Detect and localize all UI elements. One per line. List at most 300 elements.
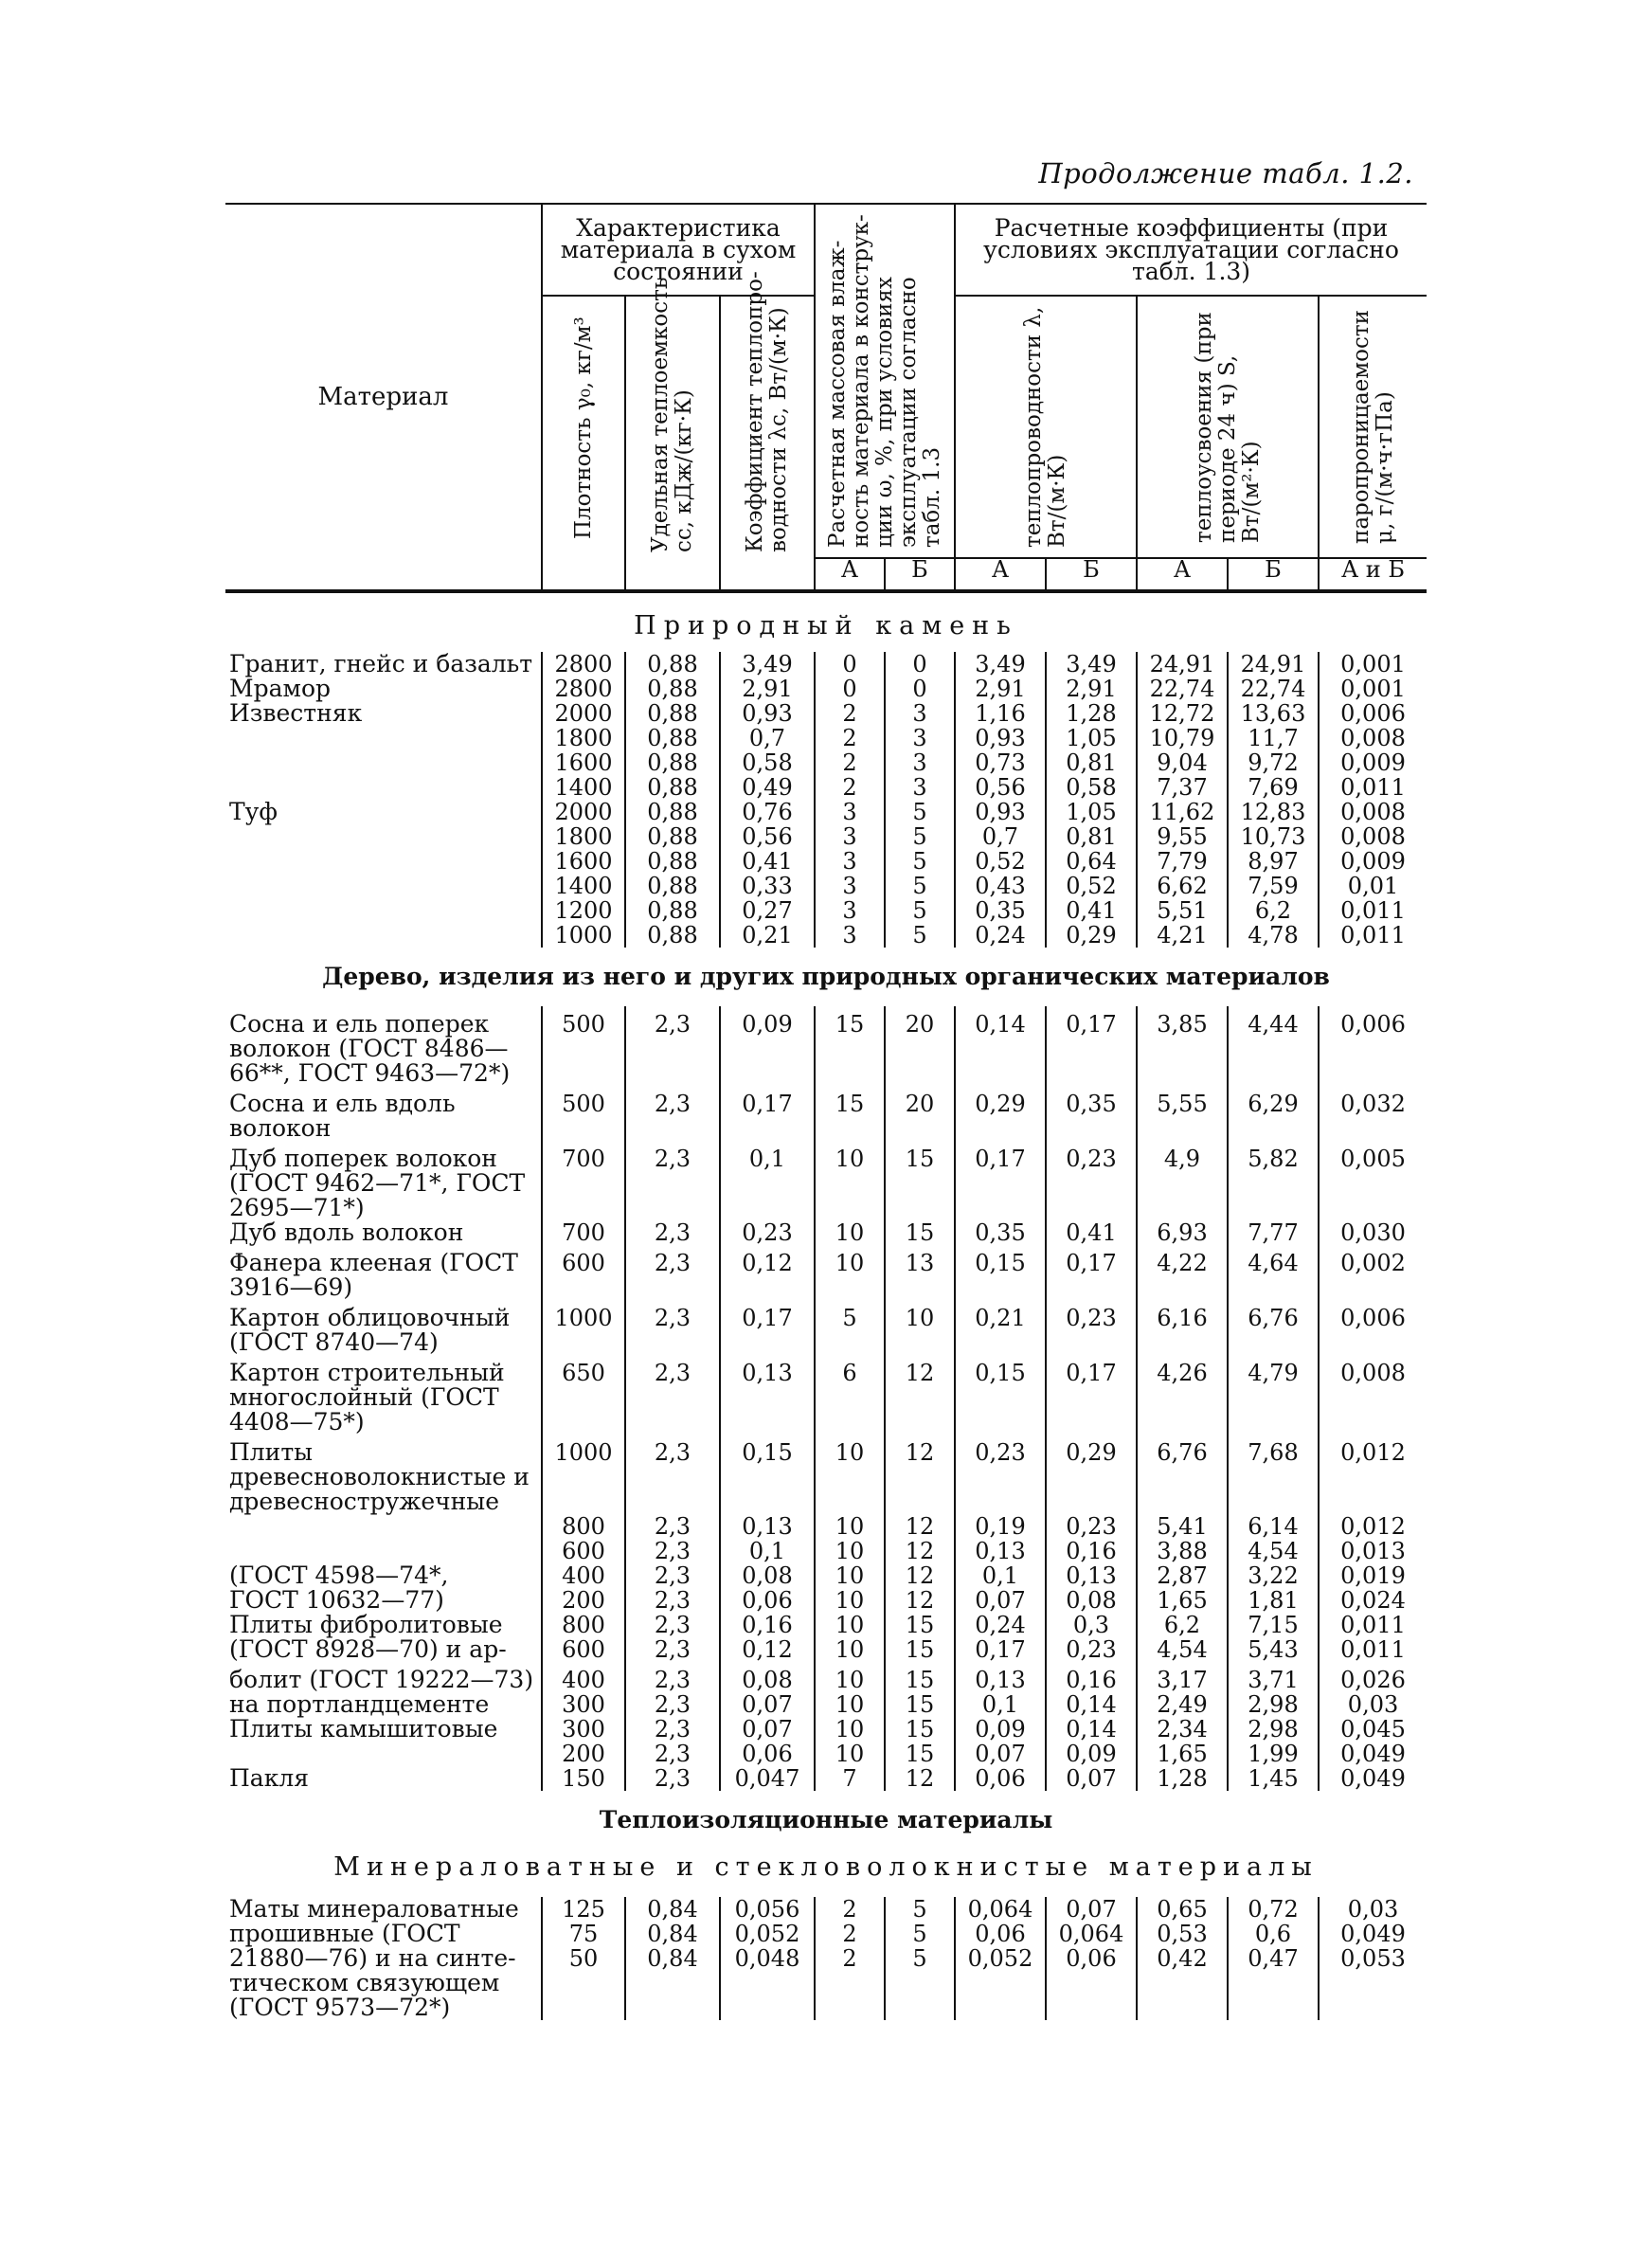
material-cell: Гранит, гнейс и базальт — [229, 650, 533, 677]
value-cell: 0,01 — [1319, 874, 1427, 898]
value-cell: 24,91 — [1137, 652, 1228, 677]
value-cell: 10,79 — [1137, 726, 1228, 750]
value-cell: 300 — [542, 1692, 625, 1717]
value-cell: 2,87 — [1137, 1563, 1228, 1588]
value-cell: 0,008 — [1319, 1355, 1427, 1435]
value-cell: 7 — [815, 1766, 885, 1791]
value-cell: 0,88 — [625, 874, 720, 898]
table-row — [225, 1897, 1427, 1922]
material-cell: Дуб поперек волокон (ГОСТ 9462—71*, ГОСТ 2695—71*) — [229, 1145, 526, 1221]
value-cell: 0,73 — [955, 750, 1046, 775]
value-cell: 1,65 — [1137, 1742, 1228, 1766]
value-cell: 5 — [885, 849, 955, 874]
value-cell: 0,14 — [955, 1006, 1046, 1086]
section-title-row — [225, 948, 1427, 1006]
value-cell: 0,6 — [1228, 1922, 1319, 1946]
value-cell: 6,14 — [1228, 1514, 1319, 1539]
value-cell: 2,3 — [625, 1613, 720, 1637]
value-cell: 0,42 — [1137, 1946, 1228, 1971]
value-cell: 1200 — [542, 898, 625, 923]
value-cell: 6,2 — [1137, 1613, 1228, 1637]
value-cell: 10 — [815, 1717, 885, 1742]
section-title: Теплоизоляционные материалы — [599, 1806, 1053, 1833]
table-row — [225, 1766, 1427, 1791]
value-cell: 0,13 — [1046, 1563, 1137, 1588]
table-header — [225, 204, 1427, 591]
material-cell — [225, 750, 542, 775]
value-cell: 0,23 — [1046, 1300, 1137, 1355]
value-cell: 7,59 — [1228, 874, 1319, 898]
value-cell: 5,43 — [1228, 1637, 1319, 1662]
material-cell: тическом связующем — [229, 1969, 500, 1996]
value-cell: 0,011 — [1319, 775, 1427, 800]
value-cell: 0,032 — [1319, 1086, 1427, 1141]
value-cell: 1,28 — [1137, 1766, 1228, 1791]
value-cell — [1046, 1995, 1137, 2020]
value-cell: 0,16 — [720, 1613, 815, 1637]
table-row — [225, 923, 1427, 948]
value-cell: 0,012 — [1319, 1435, 1427, 1514]
value-cell — [955, 1971, 1046, 1995]
value-cell — [720, 1971, 815, 1995]
header-material: Материал — [225, 204, 542, 591]
section-subtitle-row — [225, 1850, 1427, 1897]
value-cell: 0,07 — [1046, 1897, 1137, 1922]
value-cell: 1,05 — [1046, 726, 1137, 750]
value-cell: 0,15 — [955, 1245, 1046, 1300]
value-cell: 0,024 — [1319, 1588, 1427, 1613]
value-cell: 3 — [885, 775, 955, 800]
table-row — [225, 726, 1427, 750]
value-cell: 3,85 — [1137, 1006, 1228, 1086]
value-cell: 0,009 — [1319, 750, 1427, 775]
table-row — [225, 1946, 1427, 1971]
value-cell: 0,006 — [1319, 701, 1427, 726]
table-row — [225, 874, 1427, 898]
value-cell: 2 — [815, 775, 885, 800]
material-cell: Картон облицовочный (ГОСТ 8740—74) — [229, 1304, 511, 1356]
value-cell: 2,3 — [625, 1717, 720, 1742]
value-cell: 12 — [885, 1355, 955, 1435]
value-cell: 0,011 — [1319, 898, 1427, 923]
value-cell: 2,34 — [1137, 1717, 1228, 1742]
header-density: Плотность γ₀, кг/м³ — [542, 296, 625, 558]
value-cell: 10 — [815, 1662, 885, 1692]
value-cell: 4,22 — [1137, 1245, 1228, 1300]
value-cell: 0,06 — [1046, 1946, 1137, 1971]
value-cell: 5 — [885, 923, 955, 948]
value-cell: 4,21 — [1137, 923, 1228, 948]
value-cell: 5,82 — [1228, 1141, 1319, 1220]
value-cell: 125 — [542, 1897, 625, 1922]
value-cell: 0,008 — [1319, 800, 1427, 824]
value-cell: 500 — [542, 1006, 625, 1086]
value-cell: 1800 — [542, 824, 625, 849]
value-cell: 9,72 — [1228, 750, 1319, 775]
value-cell: 0,35 — [955, 898, 1046, 923]
value-cell: 4,54 — [1137, 1637, 1228, 1662]
value-cell: 0,76 — [720, 800, 815, 824]
value-cell: 11,7 — [1228, 726, 1319, 750]
value-cell: 800 — [542, 1514, 625, 1539]
value-cell: 12 — [885, 1435, 955, 1514]
value-cell: 2,3 — [625, 1435, 720, 1514]
value-cell: 1,99 — [1228, 1742, 1319, 1766]
value-cell: 300 — [542, 1717, 625, 1742]
table-row — [225, 1742, 1427, 1766]
value-cell: 3 — [885, 750, 955, 775]
value-cell: 0,011 — [1319, 1637, 1427, 1662]
value-cell: 0,052 — [955, 1946, 1046, 1971]
value-cell: 0,56 — [955, 775, 1046, 800]
value-cell: 0,29 — [955, 1086, 1046, 1141]
value-cell: 15 — [885, 1637, 955, 1662]
value-cell: 10 — [815, 1539, 885, 1563]
value-cell: 5 — [885, 1946, 955, 1971]
value-cell — [542, 1971, 625, 1995]
value-cell: 5,51 — [1137, 898, 1228, 923]
value-cell: 0,07 — [955, 1588, 1046, 1613]
value-cell: 0,88 — [625, 898, 720, 923]
value-cell: 15 — [885, 1141, 955, 1220]
value-cell: 0,08 — [720, 1662, 815, 1692]
value-cell: 12 — [885, 1514, 955, 1539]
value-cell: 6,93 — [1137, 1220, 1228, 1245]
value-cell: 0,35 — [1046, 1086, 1137, 1141]
value-cell: 0,23 — [1046, 1514, 1137, 1539]
value-cell: 22,74 — [1228, 677, 1319, 701]
value-cell: 500 — [542, 1086, 625, 1141]
value-cell: 6,76 — [1228, 1300, 1319, 1355]
value-cell: 0,056 — [720, 1897, 815, 1922]
header-heat-absorption: теплоусвоения (при периоде 24 ч) S, Вт/(м²·К) — [1137, 296, 1319, 558]
material-cell — [225, 1742, 542, 1766]
value-cell: 5 — [885, 824, 955, 849]
value-cell: 2800 — [542, 677, 625, 701]
table-row — [225, 1613, 1427, 1637]
value-cell: 15 — [885, 1742, 955, 1766]
value-cell: 0,88 — [625, 701, 720, 726]
material-cell: (ГОСТ 9573—72*) — [229, 1994, 451, 2021]
value-cell: 0,24 — [955, 923, 1046, 948]
value-cell: 2,3 — [625, 1245, 720, 1300]
value-cell: 0,08 — [1046, 1588, 1137, 1613]
value-cell — [1319, 1971, 1427, 1995]
value-cell: 0,009 — [1319, 849, 1427, 874]
header-blank — [720, 558, 815, 591]
value-cell: 24,91 — [1228, 652, 1319, 677]
material-cell: Пакля — [229, 1764, 309, 1792]
header-sub-a: А — [815, 558, 885, 591]
value-cell: 15 — [885, 1662, 955, 1692]
header-blank — [542, 558, 625, 591]
value-cell: 4,44 — [1228, 1006, 1319, 1086]
value-cell: 12 — [885, 1539, 955, 1563]
value-cell: 0,16 — [1046, 1539, 1137, 1563]
material-cell — [225, 1514, 542, 1539]
table-row — [225, 677, 1427, 701]
material-cell: на портландцементе — [229, 1690, 490, 1718]
value-cell: 0,045 — [1319, 1717, 1427, 1742]
material-cell: Дуб вдоль волокон — [229, 1219, 464, 1246]
value-cell: 7,37 — [1137, 775, 1228, 800]
value-cell: 0,88 — [625, 923, 720, 948]
value-cell: 6,62 — [1137, 874, 1228, 898]
value-cell: 0,047 — [720, 1766, 815, 1791]
section-title: Природный камень — [634, 611, 1018, 641]
table-row — [225, 824, 1427, 849]
value-cell: 1,05 — [1046, 800, 1137, 824]
material-cell: Маты минераловатные — [229, 1895, 519, 1923]
material-cell: Картон строительный многослойный (ГОСТ 4408—75*) — [229, 1359, 505, 1435]
value-cell — [625, 1971, 720, 1995]
value-cell: 0,35 — [955, 1220, 1046, 1245]
value-cell: 10,73 — [1228, 824, 1319, 849]
value-cell — [720, 1995, 815, 2020]
value-cell: 3,49 — [1046, 652, 1137, 677]
value-cell: 2,3 — [625, 1662, 720, 1692]
material-cell — [225, 775, 542, 800]
value-cell — [1228, 1971, 1319, 1995]
value-cell: 3,49 — [955, 652, 1046, 677]
table-row — [225, 1539, 1427, 1563]
value-cell: 0,07 — [1046, 1766, 1137, 1791]
value-cell: 0,005 — [1319, 1141, 1427, 1220]
material-cell — [225, 1539, 542, 1563]
value-cell: 2 — [815, 1897, 885, 1922]
value-cell: 5 — [885, 800, 955, 824]
value-cell: 10 — [815, 1245, 885, 1300]
material-cell: Плиты фибролитовые — [229, 1611, 503, 1638]
value-cell: 0,88 — [625, 726, 720, 750]
table-row — [225, 1355, 1427, 1435]
value-cell — [815, 1995, 885, 2020]
value-cell: 0,16 — [1046, 1662, 1137, 1692]
value-cell — [1137, 1971, 1228, 1995]
value-cell: 4,78 — [1228, 923, 1319, 948]
value-cell — [1228, 1995, 1319, 2020]
value-cell: 22,74 — [1137, 677, 1228, 701]
value-cell: 0,17 — [1046, 1006, 1137, 1086]
value-cell: 2,91 — [1046, 677, 1137, 701]
value-cell: 3,71 — [1228, 1662, 1319, 1692]
value-cell: 2 — [815, 1946, 885, 1971]
value-cell: 0,23 — [1046, 1141, 1137, 1220]
value-cell: 20 — [885, 1006, 955, 1086]
continuation-note: Продолжение табл. 1.2. — [1038, 157, 1413, 190]
material-cell — [225, 849, 542, 874]
value-cell: 13,63 — [1228, 701, 1319, 726]
table-row — [225, 1563, 1427, 1588]
value-cell: 15 — [885, 1717, 955, 1742]
value-cell: 0,14 — [1046, 1717, 1137, 1742]
value-cell: 5 — [885, 1922, 955, 1946]
value-cell: 2,3 — [625, 1220, 720, 1245]
value-cell: 3 — [815, 824, 885, 849]
value-cell: 0,13 — [720, 1355, 815, 1435]
value-cell: 2,3 — [625, 1300, 720, 1355]
value-cell: 1,65 — [1137, 1588, 1228, 1613]
value-cell: 3 — [815, 800, 885, 824]
value-cell: 0,07 — [720, 1717, 815, 1742]
table-row — [225, 750, 1427, 775]
material-cell: Туф — [229, 798, 278, 825]
value-cell: 0,06 — [955, 1922, 1046, 1946]
value-cell: 0,84 — [625, 1897, 720, 1922]
value-cell: 0,88 — [625, 775, 720, 800]
value-cell: 0,06 — [955, 1766, 1046, 1791]
value-cell: 2,3 — [625, 1006, 720, 1086]
value-cell: 3,88 — [1137, 1539, 1228, 1563]
value-cell: 0,41 — [1046, 1220, 1137, 1245]
value-cell: 20 — [885, 1086, 955, 1141]
material-cell: (ГОСТ 8928—70) и ар- — [229, 1635, 507, 1663]
value-cell: 1,28 — [1046, 701, 1137, 726]
value-cell: 10 — [815, 1637, 885, 1662]
section-title-row — [225, 1791, 1427, 1850]
value-cell — [1137, 1995, 1228, 2020]
value-cell: 0,030 — [1319, 1220, 1427, 1245]
value-cell: 12 — [885, 1588, 955, 1613]
value-cell: 2 — [815, 726, 885, 750]
value-cell — [542, 1995, 625, 2020]
value-cell: 0,93 — [955, 726, 1046, 750]
value-cell: 2 — [815, 701, 885, 726]
value-cell: 0,52 — [1046, 874, 1137, 898]
header-blank — [625, 558, 720, 591]
value-cell: 0,81 — [1046, 750, 1137, 775]
material-cell: 21880—76) и на синте- — [229, 1944, 516, 1972]
value-cell: 0,21 — [955, 1300, 1046, 1355]
value-cell: 0,33 — [720, 874, 815, 898]
value-cell: 2,91 — [720, 677, 815, 701]
value-cell: 6,76 — [1137, 1435, 1228, 1514]
value-cell: 10 — [815, 1514, 885, 1539]
header-dry-group: Характеристика материала в сухом состоянии — [542, 204, 815, 296]
value-cell: 10 — [815, 1563, 885, 1588]
value-cell — [625, 1995, 720, 2020]
value-cell: 4,9 — [1137, 1141, 1228, 1220]
value-cell: 0,88 — [625, 677, 720, 701]
material-cell: Плиты древесноволокнистые и древесностружечные — [229, 1438, 530, 1515]
value-cell: 8,97 — [1228, 849, 1319, 874]
value-cell: 700 — [542, 1220, 625, 1245]
value-cell: 0,65 — [1137, 1897, 1228, 1922]
table-row — [225, 1220, 1427, 1245]
table-body — [225, 591, 1427, 2020]
value-cell: 0,88 — [625, 849, 720, 874]
value-cell: 12,72 — [1137, 701, 1228, 726]
value-cell: 7,15 — [1228, 1613, 1319, 1637]
header-conductivity-dry: Коэффициент теплопро- водности λс, Вт/(м·К) — [720, 296, 815, 558]
value-cell: 0,049 — [1319, 1766, 1427, 1791]
value-cell: 10 — [815, 1588, 885, 1613]
value-cell: 7,77 — [1228, 1220, 1319, 1245]
value-cell: 0,7 — [720, 726, 815, 750]
value-cell: 9,55 — [1137, 824, 1228, 849]
value-cell: 0,12 — [720, 1245, 815, 1300]
value-cell: 0,001 — [1319, 652, 1427, 677]
table-row — [225, 775, 1427, 800]
value-cell: 2800 — [542, 652, 625, 677]
value-cell: 0,006 — [1319, 1300, 1427, 1355]
table-row — [225, 1662, 1427, 1692]
table-row — [225, 1692, 1427, 1717]
value-cell: 1000 — [542, 923, 625, 948]
header-moisture: Расчетная массовая влаж- ность материала в конструк- ции ω, %, при условиях эксплуатации согласно табл. 1.3 — [815, 204, 955, 558]
value-cell — [955, 1995, 1046, 2020]
table-row — [225, 1300, 1427, 1355]
value-cell: 1800 — [542, 726, 625, 750]
materials-table — [225, 203, 1427, 2020]
value-cell: 0,1 — [720, 1141, 815, 1220]
value-cell: 2 — [815, 750, 885, 775]
value-cell: 0,17 — [955, 1637, 1046, 1662]
value-cell: 0 — [885, 652, 955, 677]
value-cell: 10 — [815, 1742, 885, 1766]
material-cell: прошивные (ГОСТ — [229, 1920, 460, 1947]
value-cell: 0,049 — [1319, 1742, 1427, 1766]
value-cell: 11,62 — [1137, 800, 1228, 824]
value-cell: 6,2 — [1228, 898, 1319, 923]
value-cell: 0,84 — [625, 1946, 720, 1971]
value-cell: 5 — [885, 874, 955, 898]
value-cell: 0,001 — [1319, 677, 1427, 701]
value-cell: 0,3 — [1046, 1613, 1137, 1637]
value-cell: 400 — [542, 1563, 625, 1588]
value-cell: 7,79 — [1137, 849, 1228, 874]
value-cell: 0,53 — [1137, 1922, 1228, 1946]
value-cell: 0,19 — [955, 1514, 1046, 1539]
value-cell: 3 — [815, 849, 885, 874]
value-cell: 3 — [815, 874, 885, 898]
value-cell: 5 — [885, 1897, 955, 1922]
value-cell: 5,41 — [1137, 1514, 1228, 1539]
value-cell: 0 — [885, 677, 955, 701]
material-cell: Сосна и ель вдоль волокон — [229, 1090, 456, 1142]
material-cell — [225, 923, 542, 948]
section-subtitle: Минераловатные и стекловолокнистые материалы — [333, 1852, 1319, 1882]
value-cell: 1600 — [542, 849, 625, 874]
value-cell: 4,64 — [1228, 1245, 1319, 1300]
value-cell: 0,27 — [720, 898, 815, 923]
value-cell: 0,06 — [720, 1588, 815, 1613]
value-cell: 2,3 — [625, 1141, 720, 1220]
value-cell: 2 — [815, 1922, 885, 1946]
value-cell: 6 — [815, 1355, 885, 1435]
value-cell: 0,09 — [1046, 1742, 1137, 1766]
value-cell: 10 — [815, 1435, 885, 1514]
value-cell: 2,3 — [625, 1588, 720, 1613]
value-cell: 0,15 — [720, 1435, 815, 1514]
value-cell: 0,56 — [720, 824, 815, 849]
value-cell: 4,79 — [1228, 1355, 1319, 1435]
material-cell: болит (ГОСТ 19222—73) — [229, 1666, 534, 1693]
value-cell: 0 — [815, 677, 885, 701]
material-cell: Фанера клееная (ГОСТ 3916—69) — [229, 1249, 518, 1301]
value-cell: 0,52 — [955, 849, 1046, 874]
table-row — [225, 849, 1427, 874]
value-cell: 150 — [542, 1766, 625, 1791]
value-cell: 0,09 — [955, 1717, 1046, 1742]
value-cell: 0,019 — [1319, 1563, 1427, 1588]
value-cell: 2,91 — [955, 677, 1046, 701]
value-cell: 3 — [815, 898, 885, 923]
value-cell: 6,29 — [1228, 1086, 1319, 1141]
value-cell — [885, 1995, 955, 2020]
value-cell: 2,3 — [625, 1692, 720, 1717]
value-cell: 3 — [885, 701, 955, 726]
